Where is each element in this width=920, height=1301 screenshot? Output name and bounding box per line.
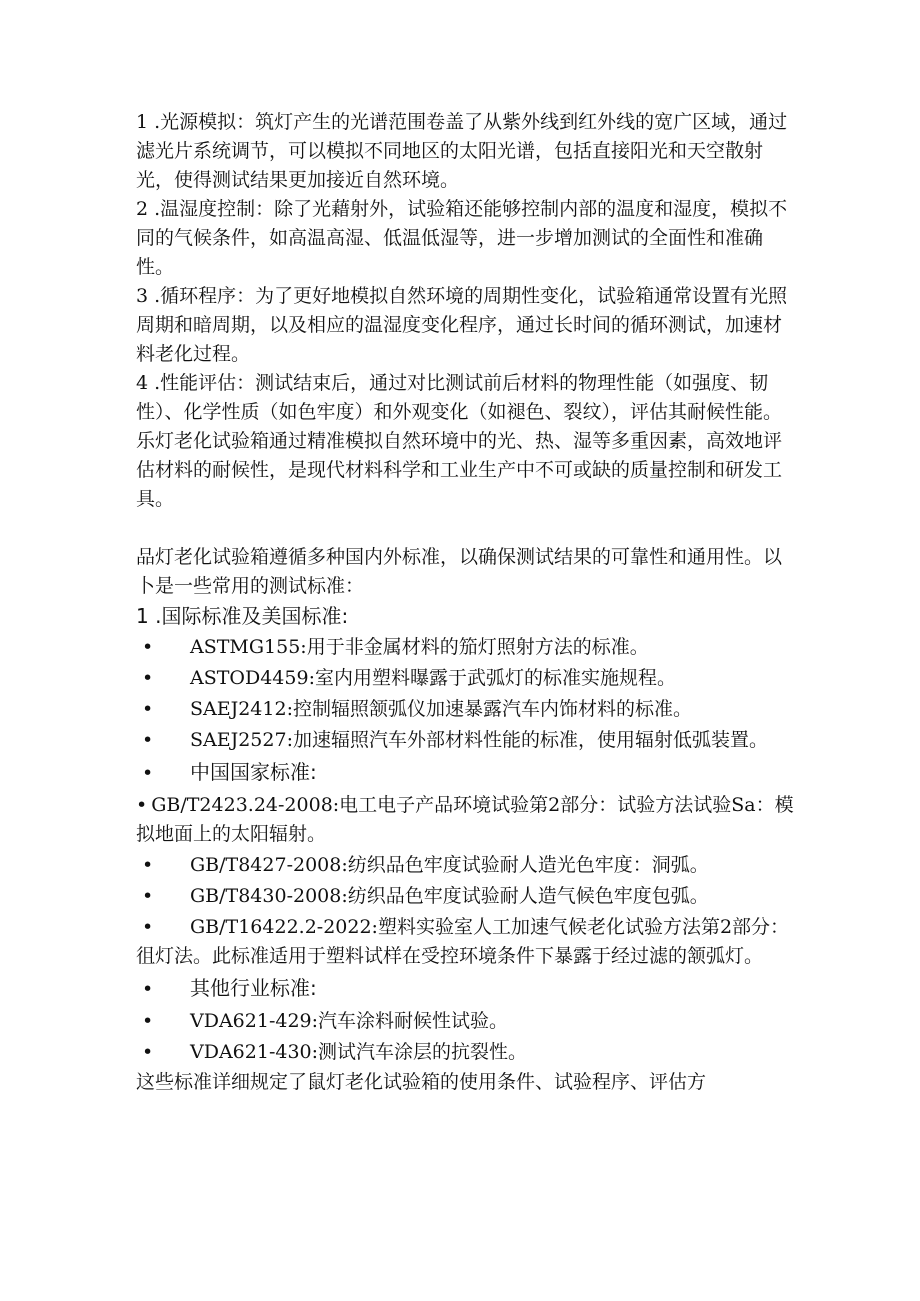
list-item bbox=[136, 790, 796, 850]
heading-text: 其他行业标准: bbox=[190, 976, 317, 1000]
list-item bbox=[136, 1006, 796, 1037]
heading-international-standards: 1 .国际标准及美国标准: bbox=[136, 604, 349, 628]
bullet-icon: • bbox=[142, 978, 154, 1000]
list-item bbox=[136, 850, 796, 881]
list-item-text: SAEJ2412:控制辐照颔弧仪加速暴露汽车内饰材料的标准。 bbox=[190, 698, 692, 720]
paragraph-gap bbox=[136, 514, 796, 543]
heading-china-standards bbox=[136, 756, 796, 790]
list-item-text: ASTOD4459:室内用塑料曝露于武弧灯的标准实施规程。 bbox=[190, 667, 676, 689]
list-item-text: VDA621-430:测试汽车涂层的抗裂性。 bbox=[190, 1041, 528, 1063]
bullet-icon: • bbox=[142, 667, 154, 689]
bullet-icon: • bbox=[142, 729, 154, 751]
bullet-icon: • bbox=[142, 1010, 154, 1032]
bullet-icon: • bbox=[142, 636, 154, 658]
list-item bbox=[136, 663, 796, 694]
paragraph-temperature-humidity: 2 .温湿度控制：除了光藉射外，试验箱还能够控制内部的温度和湿度，模拟不同的气候条件，如高温高湿、低温低湿等，进一步增加测试的全面性和准确性。 bbox=[136, 198, 788, 278]
document-page bbox=[136, 108, 796, 1097]
bullet-icon: • bbox=[142, 762, 154, 784]
paragraph-closing: 这些标准详细规定了鼠灯老化试验箱的使用条件、试验程序、评估方 bbox=[136, 1071, 707, 1093]
paragraph-cycle-program: 3 .循环程序：为了更好地模拟自然环境的周期性变化，试验箱通常设置有光照周期和暗周期，以及相应的温湿度变化程序，通过长时间的循环测试，加速材料老化过程。 bbox=[136, 285, 788, 365]
heading-text: 中国国家标准: bbox=[190, 760, 317, 784]
bullet-icon: • bbox=[142, 916, 154, 938]
list-item bbox=[136, 632, 796, 663]
paragraph-standards-intro: 品灯老化试验箱遵循多种国内外标准，以确保测试结果的可靠性和通用性。以卜是一些常用的测试标准： bbox=[136, 546, 783, 597]
list-item-text: GB/T8427-2008:纺织品色牢度试验耐人造光色牢度：洞弧。 bbox=[190, 854, 709, 876]
list-item bbox=[136, 694, 796, 725]
list-item-text: GB/T16422.2-2022:塑料实验室人工加速气候老化试验方法第2部分：徂灯法。此标准适用于塑料试样在受控环境条件下暴露于经过滤的颔弧灯。 bbox=[136, 916, 790, 967]
list-item bbox=[136, 1037, 796, 1068]
bullet-icon: • bbox=[142, 698, 154, 720]
paragraph-summary: 乐灯老化试验箱通过精准模拟自然环境中的光、热、湿等多重因素，高效地评估材料的耐候性，是现代材料科学和工业生产中不可或缺的质量控制和研发工具。 bbox=[136, 430, 783, 510]
bullet-icon: • bbox=[142, 1041, 154, 1063]
list-item-text: GB/T2423.24-2008:电工电子产品环境试验第2部分：试验方法试验Sa：模拟地面上的太阳辐射。 bbox=[136, 794, 794, 845]
bullet-icon: • bbox=[136, 794, 148, 816]
list-item-text: GB/T8430-2008:纺织品色牢度试验耐人造气候色牢度包弧。 bbox=[190, 885, 709, 907]
bullet-icon: • bbox=[142, 885, 154, 907]
list-item-text: ASTMG155:用于非金属材料的笳灯照射方法的标准。 bbox=[190, 636, 649, 658]
bullet-icon: • bbox=[142, 854, 154, 876]
list-item bbox=[136, 881, 796, 912]
paragraph-light-source: 1 .光源模拟：筑灯产生的光谱范围卷盖了从紫外线到红外线的宽广区域，通过滤光片系统调节，可以模拟不同地区的太阳光谱，包括直接阳光和天空散射光，使得测试结果更加接近自然环境。 bbox=[136, 111, 788, 191]
heading-other-standards bbox=[136, 972, 796, 1006]
list-item bbox=[136, 725, 796, 756]
list-item-text: SAEJ2527:加速辐照汽车外部材料性能的标准，使用辐射低弧装置。 bbox=[190, 729, 768, 751]
paragraph-performance-evaluation: 4 .性能评估：测试结束后，通过对比测试前后材料的物理性能（如强度、韧性）、化学性质（如色牢度）和外观变化（如褪色、裂纹），评估其耐候性能。 bbox=[136, 372, 783, 423]
list-item-text: VDA621-429:汽车涂料耐候性试验。 bbox=[190, 1010, 509, 1032]
list-item bbox=[136, 912, 796, 972]
